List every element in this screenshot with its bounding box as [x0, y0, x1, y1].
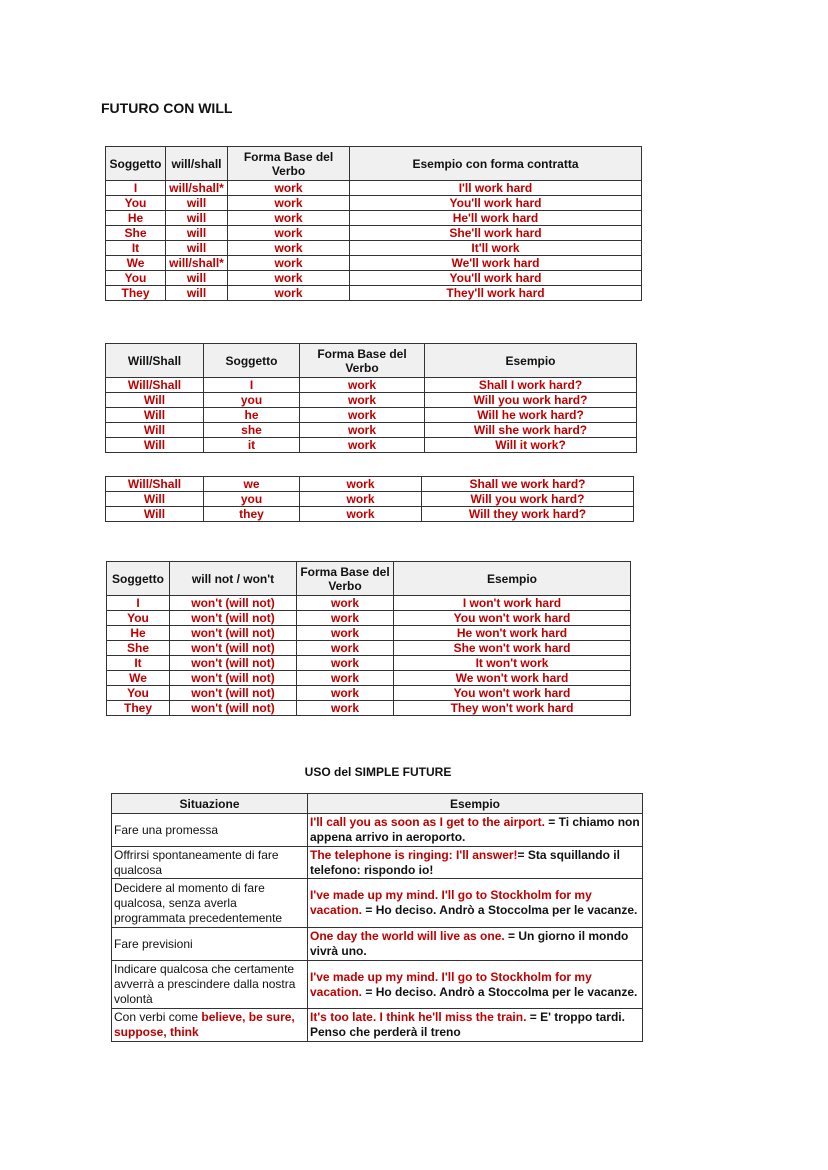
- cell-verb: work: [228, 196, 350, 211]
- example-english: I'll call you as soon as I get to the airport.: [310, 815, 545, 829]
- cell-soggetto: we: [204, 477, 300, 492]
- cell-verb: work: [300, 393, 425, 408]
- cell-will: will: [166, 286, 228, 301]
- table-row: [106, 271, 642, 286]
- cell-will: Will: [106, 492, 204, 507]
- cell-will-not: won't (will not): [170, 596, 297, 611]
- cell-example: Will she work hard?: [425, 423, 637, 438]
- situazione-text: Fare una promessa: [114, 822, 219, 837]
- table-row: [107, 611, 631, 626]
- example-italian: = E' troppo tardi. Penso che perderà il treno: [310, 1010, 625, 1039]
- cell-will-not: won't (will not): [170, 686, 297, 701]
- cell-soggetto: it: [204, 438, 300, 453]
- cell-soggetto: It: [106, 241, 166, 256]
- example-english: It's too late. I think he'll miss the train.: [310, 1010, 527, 1024]
- table-row: [107, 701, 631, 716]
- cell-situazione: [112, 879, 308, 928]
- table-row: [112, 879, 643, 928]
- cell-will-not: won't (will not): [170, 641, 297, 656]
- table-row: [112, 961, 643, 1009]
- cell-verb: work: [300, 438, 425, 453]
- cell-soggetto: she: [204, 423, 300, 438]
- example-english: I've made up my mind. I'll go to Stockholm for my vacation.: [310, 969, 592, 999]
- cell-soggetto: I: [106, 181, 166, 196]
- cell-soggetto: You: [107, 611, 170, 626]
- cell-esempio: [308, 879, 643, 928]
- cell-soggetto: He: [107, 626, 170, 641]
- cell-verb: work: [297, 686, 394, 701]
- cell-example: It won't work: [394, 656, 631, 671]
- cell-verb: work: [297, 671, 394, 686]
- cell-example: Will they work hard?: [422, 507, 634, 522]
- cell-verb: work: [228, 241, 350, 256]
- cell-verb: work: [297, 611, 394, 626]
- cell-example: We won't work hard: [394, 671, 631, 686]
- cell-verb: work: [228, 226, 350, 241]
- cell-will: Will/Shall: [106, 378, 204, 393]
- cell-will: Will/Shall: [106, 477, 204, 492]
- cell-soggetto: you: [204, 492, 300, 507]
- cell-verb: work: [297, 626, 394, 641]
- cell-soggetto: We: [106, 256, 166, 271]
- example-italian: = Ho deciso. Andrò a Stoccolma per le vacanze.: [362, 903, 638, 917]
- cell-verb: work: [300, 378, 425, 393]
- cell-verb: work: [228, 211, 350, 226]
- header-forma-base: Forma Base del Verbo: [228, 147, 350, 181]
- table-row: [106, 393, 637, 408]
- table-row: [106, 181, 642, 196]
- cell-example: Will he work hard?: [425, 408, 637, 423]
- cell-esempio: [308, 928, 643, 961]
- cell-will-not: won't (will not): [170, 671, 297, 686]
- cell-will: Will: [106, 438, 204, 453]
- situazione-text: Decidere al momento di fare qualcosa, senza averla programmata precedentemente: [114, 880, 283, 925]
- cell-will: will: [166, 271, 228, 286]
- cell-soggetto: I: [204, 378, 300, 393]
- cell-example: Will you work hard?: [425, 393, 637, 408]
- cell-soggetto: It: [107, 656, 170, 671]
- table-row: [112, 847, 643, 879]
- cell-example: He won't work hard: [394, 626, 631, 641]
- page-title: FUTURO CON WILL: [101, 100, 233, 116]
- situazione-text: Indicare qualcosa che certamente avverrà a prescindere dalla nostra volontà: [114, 962, 296, 1006]
- example-english: The telephone is ringing: I'll answer!: [310, 847, 518, 862]
- cell-example: Will you work hard?: [422, 492, 634, 507]
- cell-esempio: [308, 961, 643, 1009]
- cell-verb: work: [228, 286, 350, 301]
- cell-situazione: [112, 961, 308, 1009]
- cell-verb: work: [228, 256, 350, 271]
- cell-verb: work: [300, 507, 422, 522]
- cell-example: She won't work hard: [394, 641, 631, 656]
- cell-situazione: [112, 928, 308, 961]
- cell-soggetto: We: [107, 671, 170, 686]
- cell-soggetto: She: [106, 226, 166, 241]
- cell-soggetto: They: [107, 701, 170, 716]
- table-row: [107, 626, 631, 641]
- table-row: [107, 641, 631, 656]
- situazione-text: Con verbi come: [114, 1010, 202, 1024]
- situazione-keywords: believe, be sure, suppose, think: [114, 1010, 295, 1039]
- cell-verb: work: [297, 596, 394, 611]
- example-english: I've made up my mind. I'll go to Stockholm for my vacation.: [310, 888, 592, 917]
- cell-example: She'll work hard: [350, 226, 642, 241]
- cell-example: It'll work: [350, 241, 642, 256]
- header-esempio: Esempio: [394, 562, 631, 596]
- cell-will: Will: [106, 408, 204, 423]
- header-will-shall: Will/Shall: [106, 344, 204, 378]
- header-will-not: will not / won't: [170, 562, 297, 596]
- header-esempio: Esempio: [308, 794, 643, 814]
- header-soggetto: Soggetto: [107, 562, 170, 596]
- header-esempio: Esempio con forma contratta: [350, 147, 642, 181]
- cell-verb: work: [300, 408, 425, 423]
- header-soggetto: Soggetto: [204, 344, 300, 378]
- affirmative-table: [105, 146, 642, 301]
- cell-example: They won't work hard: [394, 701, 631, 716]
- table-row: [112, 928, 643, 961]
- cell-verb: work: [297, 701, 394, 716]
- uso-table: [111, 793, 643, 1042]
- cell-example: You'll work hard: [350, 196, 642, 211]
- example-italian: = Sta squillando il telefono: rispondo io!: [310, 847, 620, 877]
- cell-example: We'll work hard: [350, 256, 642, 271]
- table-row: [112, 814, 643, 847]
- cell-will: will: [166, 241, 228, 256]
- table-row: [106, 507, 634, 522]
- table-row: [106, 196, 642, 211]
- cell-example: You'll work hard: [350, 271, 642, 286]
- header-forma-base: Forma Base del Verbo: [297, 562, 394, 596]
- cell-will: will: [166, 196, 228, 211]
- table-row: [106, 286, 642, 301]
- question-table-plural: [105, 476, 634, 522]
- cell-soggetto: They: [106, 286, 166, 301]
- header-forma-base: Forma Base del Verbo: [300, 344, 425, 378]
- cell-situazione: [112, 847, 308, 879]
- table-row: [112, 1009, 643, 1042]
- cell-soggetto: He: [106, 211, 166, 226]
- cell-example: I'll work hard: [350, 181, 642, 196]
- cell-soggetto: you: [204, 393, 300, 408]
- header-will-shall: will/shall: [166, 147, 228, 181]
- cell-esempio: [308, 1009, 643, 1042]
- example-english: One day the world will live as one.: [310, 929, 505, 943]
- header-situazione: Situazione: [112, 794, 308, 814]
- cell-verb: work: [300, 492, 422, 507]
- cell-soggetto: You: [106, 196, 166, 211]
- cell-situazione: [112, 1009, 308, 1042]
- table-row: [106, 226, 642, 241]
- cell-esempio: [308, 847, 643, 879]
- cell-will: will: [166, 211, 228, 226]
- cell-verb: work: [228, 181, 350, 196]
- header-esempio: Esempio: [425, 344, 637, 378]
- table-row: [107, 656, 631, 671]
- cell-soggetto: they: [204, 507, 300, 522]
- cell-will-not: won't (will not): [170, 701, 297, 716]
- question-table: [105, 343, 637, 453]
- cell-will-not: won't (will not): [170, 611, 297, 626]
- cell-soggetto: I: [107, 596, 170, 611]
- cell-example: Shall I work hard?: [425, 378, 637, 393]
- example-italian: = Ho deciso. Andrò a Stoccolma per le vacanze.: [362, 984, 638, 999]
- table-row: [106, 256, 642, 271]
- table-row: [107, 671, 631, 686]
- situazione-text: Offrirsi spontaneamente di fare qualcosa: [114, 847, 279, 877]
- cell-will: will: [166, 226, 228, 241]
- cell-will: Will: [106, 507, 204, 522]
- cell-will: will/shall*: [166, 181, 228, 196]
- cell-example: Will it work?: [425, 438, 637, 453]
- table-row: [106, 423, 637, 438]
- cell-example: I won't work hard: [394, 596, 631, 611]
- cell-will: Will: [106, 393, 204, 408]
- table-row: [106, 378, 637, 393]
- cell-soggetto: You: [106, 271, 166, 286]
- example-italian: = Un giorno il mondo vivrà uno.: [310, 929, 629, 958]
- cell-will: Will: [106, 423, 204, 438]
- table-row: [106, 477, 634, 492]
- cell-verb: work: [300, 423, 425, 438]
- table-row: [106, 241, 642, 256]
- cell-verb: work: [297, 656, 394, 671]
- uso-title: USO del SIMPLE FUTURE: [304, 765, 452, 779]
- cell-will-not: won't (will not): [170, 656, 297, 671]
- table-row: [106, 408, 637, 423]
- cell-verb: work: [228, 271, 350, 286]
- table-row: [106, 211, 642, 226]
- cell-example: They'll work hard: [350, 286, 642, 301]
- situazione-text: Fare previsioni: [114, 936, 193, 951]
- cell-situazione: [112, 814, 308, 847]
- cell-will-not: won't (will not): [170, 626, 297, 641]
- table-row: [107, 686, 631, 701]
- cell-will: will/shall*: [166, 256, 228, 271]
- cell-esempio: [308, 814, 643, 847]
- cell-example: You won't work hard: [394, 686, 631, 701]
- table-row: [106, 438, 637, 453]
- cell-verb: work: [300, 477, 422, 492]
- cell-soggetto: he: [204, 408, 300, 423]
- cell-soggetto: She: [107, 641, 170, 656]
- negative-table: [106, 561, 631, 716]
- cell-verb: work: [297, 641, 394, 656]
- table-row: [106, 492, 634, 507]
- cell-example: Shall we work hard?: [422, 477, 634, 492]
- table-row: [107, 596, 631, 611]
- example-italian: = Ti chiamo non appena arrivo in aeroporto.: [310, 815, 640, 844]
- cell-example: He'll work hard: [350, 211, 642, 226]
- header-soggetto: Soggetto: [106, 147, 166, 181]
- cell-example: You won't work hard: [394, 611, 631, 626]
- cell-soggetto: You: [107, 686, 170, 701]
